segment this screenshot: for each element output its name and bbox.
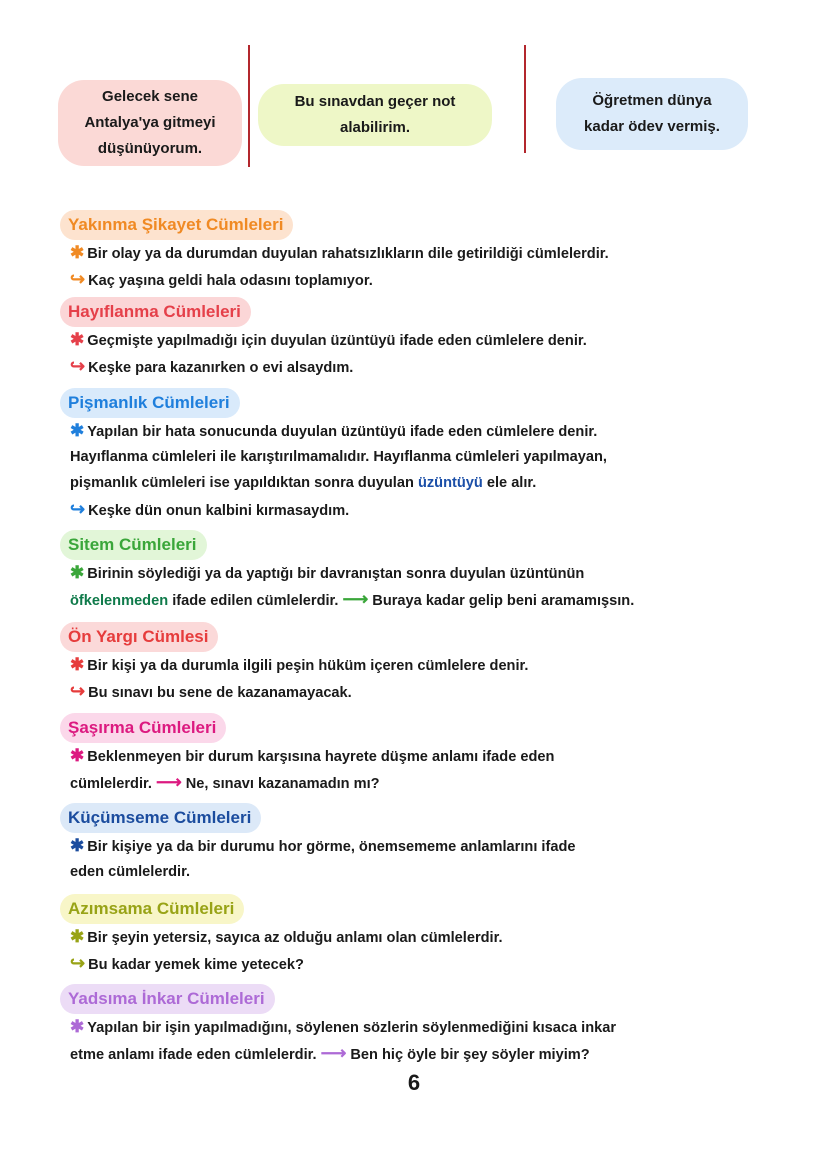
section-heading: Şaşırma Cümleleri: [60, 713, 226, 743]
line-text: Bir kişiye ya da bir durumu hor görme, önemsememe anlamlarını ifade: [87, 839, 576, 855]
line-text: Yapılan bir işin yapılmadığını, söylenen sözlerin söylenmediğini kısaca inkar: [87, 1020, 617, 1036]
line-text: Hayıflanma cümleleri ile karıştırılmamalıdır. Hayıflanma cümleleri yapılmayan,: [70, 449, 607, 465]
asterisk-icon: ✱: [70, 927, 85, 946]
right-arrow-icon: ⟶: [342, 589, 369, 609]
line-text: Bir şeyin yetersiz, sayıca az olduğu anlamı olan cümlelerdir.: [87, 930, 503, 946]
section-line: [70, 652, 828, 678]
section-line: [70, 859, 828, 885]
card-line: Öğretmen dünya: [592, 92, 712, 109]
line-text: Kaç yaşına geldi hala odasını toplamıyor.: [88, 273, 373, 289]
section-line: [70, 678, 828, 704]
sentence-type-section: [0, 297, 828, 379]
section-line: [70, 769, 828, 795]
card-line: Gelecek sene: [102, 88, 198, 105]
example-card: [58, 80, 242, 166]
line-text: ifade edilen cümlelerdir.: [168, 593, 339, 609]
section-heading: Yadsıma İnkar Cümleleri: [60, 984, 275, 1014]
asterisk-icon: ✱: [70, 1017, 85, 1036]
line-text: Geçmişte yapılmadığı için duyulan üzüntüyü ifade eden cümlelere denir.: [87, 333, 587, 349]
asterisk-icon: ✱: [70, 836, 85, 855]
line-text: Yapılan bir hata sonucunda duyulan üzüntüyü ifade eden cümlelere denir.: [87, 424, 598, 440]
example-card: [556, 78, 748, 150]
section-line: [70, 327, 828, 353]
asterisk-icon: ✱: [70, 746, 85, 765]
section-line: [70, 586, 828, 612]
sentence-type-section: [0, 894, 828, 976]
section-heading: Yakınma Şikayet Cümleleri: [60, 210, 293, 240]
section-line: [70, 1014, 828, 1040]
section-line: [70, 560, 828, 586]
line-text: Bu sınavı bu sene de kazanamayacak.: [88, 685, 352, 701]
sentence-type-section: [0, 388, 828, 522]
asterisk-icon: ✱: [70, 330, 85, 349]
section-line: [70, 496, 828, 522]
line-text: Bu kadar yemek kime yetecek?: [88, 957, 304, 973]
asterisk-icon: ✱: [70, 655, 85, 674]
section-line: [70, 833, 828, 859]
line-text: etme anlamı ifade eden cümlelerdir.: [70, 1047, 317, 1063]
section-line: [70, 743, 828, 769]
line-text: Birinin söylediği ya da yaptığı bir davranıştan sonra duyulan üzüntünün: [87, 566, 585, 582]
highlighted-word: öfkelenmeden: [70, 593, 169, 609]
line-text: Ben hiç öyle bir şey söyler miyim?: [350, 1047, 590, 1063]
section-line: [70, 924, 828, 950]
page-number: 6: [407, 1070, 421, 1095]
highlighted-word: üzüntüyü: [417, 475, 483, 491]
line-text: eden cümlelerdir.: [70, 864, 191, 880]
sentence-type-section: [0, 210, 828, 292]
sentence-type-section: [0, 622, 828, 704]
sentence-type-section: [0, 803, 828, 885]
section-line: [70, 470, 828, 496]
sentence-type-section: [0, 530, 828, 612]
section-heading: Pişmanlık Cümleleri: [60, 388, 240, 418]
section-heading: Küçümseme Cümleleri: [60, 803, 261, 833]
line-text: Keşke dün onun kalbini kırmasaydım.: [88, 503, 350, 519]
hooked-arrow-icon: ↪: [70, 953, 86, 973]
card-line: düşünüyorum.: [97, 140, 203, 157]
section-line: [70, 266, 828, 292]
asterisk-icon: ✱: [70, 563, 85, 582]
line-text: Buraya kadar gelip beni aramamışsın.: [372, 593, 635, 609]
line-text: Bir olay ya da durumdan duyulan rahatsızlıkların dile getirildiği cümlelerdir.: [87, 246, 609, 262]
sentence-type-section: [0, 713, 828, 795]
divider-line: [248, 45, 250, 167]
hooked-arrow-icon: ↪: [70, 269, 86, 289]
section-line: [70, 444, 828, 470]
right-arrow-icon: ⟶: [320, 1043, 347, 1063]
line-text: Ne, sınavı kazanamadın mı?: [185, 776, 380, 792]
card-line: Bu sınavdan geçer not: [294, 93, 456, 110]
section-line: [70, 353, 828, 379]
card-line: kadar ödev vermiş.: [584, 118, 720, 135]
section-line: [70, 950, 828, 976]
section-line: [70, 418, 828, 444]
asterisk-icon: ✱: [70, 421, 85, 440]
section-heading: Hayıflanma Cümleleri: [60, 297, 251, 327]
divider-line: [524, 45, 526, 153]
hooked-arrow-icon: ↪: [70, 681, 86, 701]
hooked-arrow-icon: ↪: [70, 356, 86, 376]
section-line: [70, 240, 828, 266]
example-card: [258, 84, 492, 146]
asterisk-icon: ✱: [70, 243, 85, 262]
hooked-arrow-icon: ↪: [70, 499, 86, 519]
section-heading: Azımsama Cümleleri: [60, 894, 244, 924]
line-text: Beklenmeyen bir durum karşısına hayrete düşme anlamı ifade eden: [87, 749, 555, 765]
sentence-type-section: [0, 984, 828, 1066]
section-line: [70, 1040, 828, 1066]
line-text: Bir kişi ya da durumla ilgili peşin hüküm içeren cümlelere denir.: [87, 658, 529, 674]
line-text: pişmanlık cümleleri ise yapıldıktan sonra duyulan: [70, 475, 418, 491]
card-line: alabilirim.: [339, 119, 411, 136]
card-line: Antalya'ya gitmeyi: [84, 114, 216, 131]
section-heading: Ön Yargı Cümlesi: [60, 622, 218, 652]
line-text: Keşke para kazanırken o evi alsaydım.: [88, 360, 354, 376]
section-heading: Sitem Cümleleri: [60, 530, 207, 560]
right-arrow-icon: ⟶: [155, 772, 182, 792]
line-text: cümlelerdir.: [70, 776, 152, 792]
line-text: ele alır.: [482, 475, 537, 491]
